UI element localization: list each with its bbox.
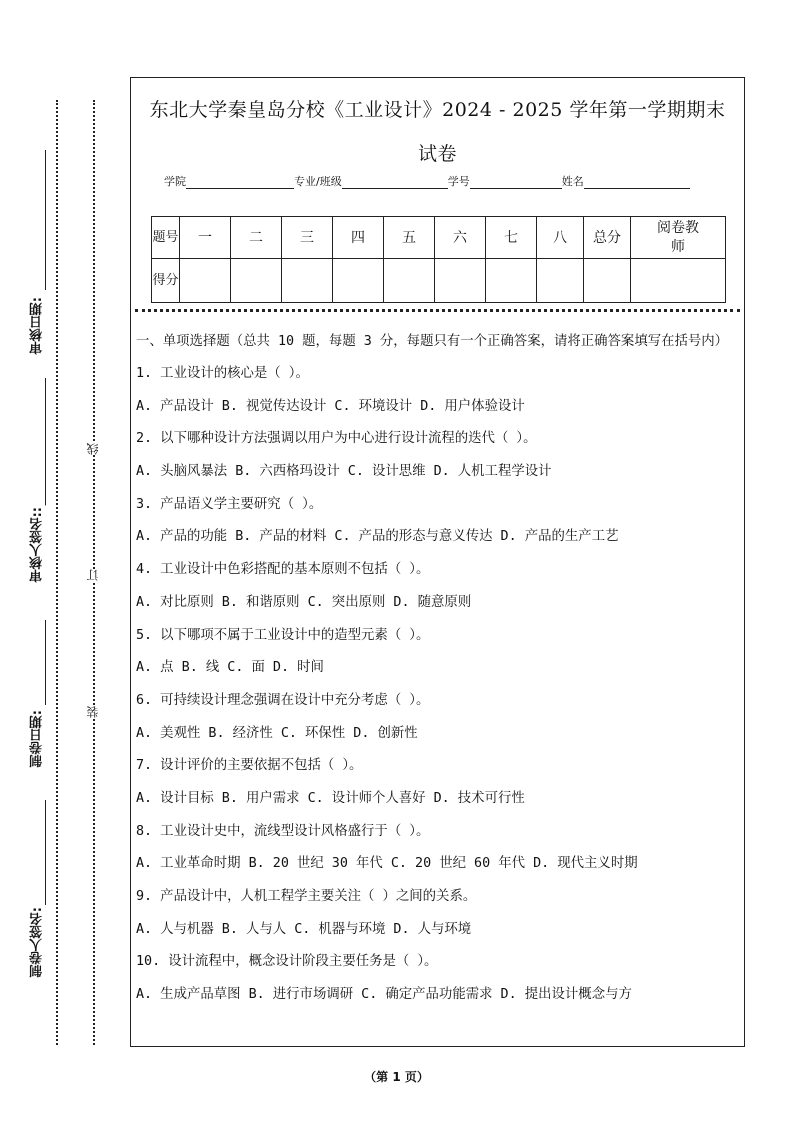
question-text: 9. 产品设计中，人机工程学主要关注（ ）之间的关系。 (136, 889, 477, 904)
score-cell-5[interactable] (384, 259, 435, 303)
score-cell-1[interactable] (180, 259, 231, 303)
col-7: 七 (486, 217, 537, 259)
col-5: 五 (384, 217, 435, 259)
page-number: （第 1 页） (364, 1070, 429, 1084)
question-text: 10. 设计流程中，概念设计阶段主要任务是（ ）。 (136, 954, 438, 970)
binding-dotted-line-outer (56, 100, 58, 1045)
reviewer-sign-blank (45, 378, 46, 508)
score-table (151, 216, 726, 303)
question-options: A. 美观性 B. 经济性 C. 环保性 D. 创新性 (136, 725, 418, 741)
name-label: 姓名 (561, 175, 584, 188)
major-label: 专业/班级 (294, 175, 342, 188)
binding-bind-char: 订 (84, 569, 104, 581)
question-text: 3. 产品语义学主要研究（ ）。 (136, 496, 323, 512)
col-6: 六 (435, 217, 486, 259)
question-number-header: 题号 (152, 217, 180, 259)
question-text: 6. 可持续设计理念强调在设计中充分考虑（ ）。 (136, 692, 430, 708)
score-cell-7[interactable] (486, 259, 537, 303)
student-info-row (164, 173, 724, 189)
score-cell-3[interactable] (282, 259, 333, 303)
question-text: 1. 工业设计的核心是（ ）。 (136, 366, 309, 381)
question-text: 2. 以下哪种设计方法强调以用户为中心进行设计流程的迭代（ ）。 (136, 431, 537, 447)
col-2: 二 (231, 217, 282, 259)
question-options: A. 生成产品草图 B. 进行市场调研 C. 确定产品功能需求 D. 提出设计概念与方 (136, 987, 632, 1003)
maker-date-label: 制卷日期: (28, 708, 48, 769)
question-options: A. 对比原则 B. 和谐原则 C. 突出原则 D. 随意原则 (136, 594, 472, 610)
college-label: 学院 (164, 175, 186, 188)
question-options: A. 设计目标 B. 用户需求 C. 设计师个人喜好 D. 技术可行性 (136, 790, 525, 806)
score-cell-total[interactable] (584, 259, 631, 303)
col-1: 一 (180, 217, 231, 259)
col-reviewer: 阅卷教师 (631, 217, 726, 259)
score-cell-8[interactable] (537, 259, 584, 303)
col-4: 四 (333, 217, 384, 259)
maker-sign-label: 制卷人签名: (28, 905, 48, 979)
question-text: 4. 工业设计中色彩搭配的基本原则不包括（ ）。 (136, 562, 430, 578)
maker-date-blank (45, 620, 46, 705)
name-field[interactable] (584, 176, 690, 189)
question-section (136, 331, 741, 1018)
exam-title-line1: 东北大学秦皇岛分校《工业设计》2024 - 2025 学年第一学期期末 (149, 99, 726, 121)
question-list (136, 364, 741, 1018)
student-id-label: 学号 (447, 175, 470, 188)
col-8: 八 (537, 217, 584, 259)
question-text: 5. 以下哪项不属于工业设计中的造型元素（ ）。 (136, 627, 430, 643)
binding-fold-char: 装 (84, 706, 104, 718)
maker-sign-blank (45, 800, 46, 905)
section-divider (135, 309, 740, 312)
question-text: 8. 工业设计史中，流线型设计风格盛行于（ ）。 (136, 823, 430, 839)
exam-title-line2: 试卷 (417, 143, 457, 165)
score-cell-reviewer[interactable] (631, 259, 726, 303)
exam-title (131, 88, 744, 176)
question-text: 7. 设计评价的主要依据不包括（ ）。 (136, 758, 363, 774)
binding-line-char: 线 (84, 443, 104, 455)
col-3: 三 (282, 217, 333, 259)
college-field[interactable] (186, 176, 294, 189)
reviewer-sign-label: 审核人签名:: (28, 505, 48, 584)
exam-paper-frame (130, 77, 745, 1047)
question-options: A. 产品设计 B. 视觉传达设计 C. 环境设计 D. 用户体验设计 (136, 398, 525, 414)
question-options: A. 人与机器 B. 人与人 C. 机器与环境 D. 人与环境 (136, 921, 472, 937)
score-row-header: 得分 (152, 259, 180, 303)
question-options: A. 工业革命时期 B. 20 世纪 30 年代 C. 20 世纪 60 年代 D. 现代主义时期 (136, 856, 638, 872)
score-cell-4[interactable] (333, 259, 384, 303)
reviewer-date-label: 审核日期: (28, 295, 48, 356)
student-id-field[interactable] (470, 176, 562, 189)
reviewer-date-blank (45, 150, 46, 290)
question-options: A. 头脑风暴法 B. 六西格玛设计 C. 设计思维 D. 人机工程学设计 (136, 464, 552, 480)
col-total: 总分 (584, 217, 631, 259)
major-class-field[interactable] (342, 176, 448, 189)
question-options: A. 点 B. 线 C. 面 D. 时间 (136, 660, 324, 676)
section-heading: 一、单项选择题（总共 10 题，每题 3 分，每题只有一个正确答案，请将正确答案填写在括号内） (136, 334, 729, 349)
score-cell-6[interactable] (435, 259, 486, 303)
question-options: A. 产品的功能 B. 产品的材料 C. 产品的形态与意义传达 D. 产品的生产工艺 (136, 529, 619, 545)
score-cell-2[interactable] (231, 259, 282, 303)
